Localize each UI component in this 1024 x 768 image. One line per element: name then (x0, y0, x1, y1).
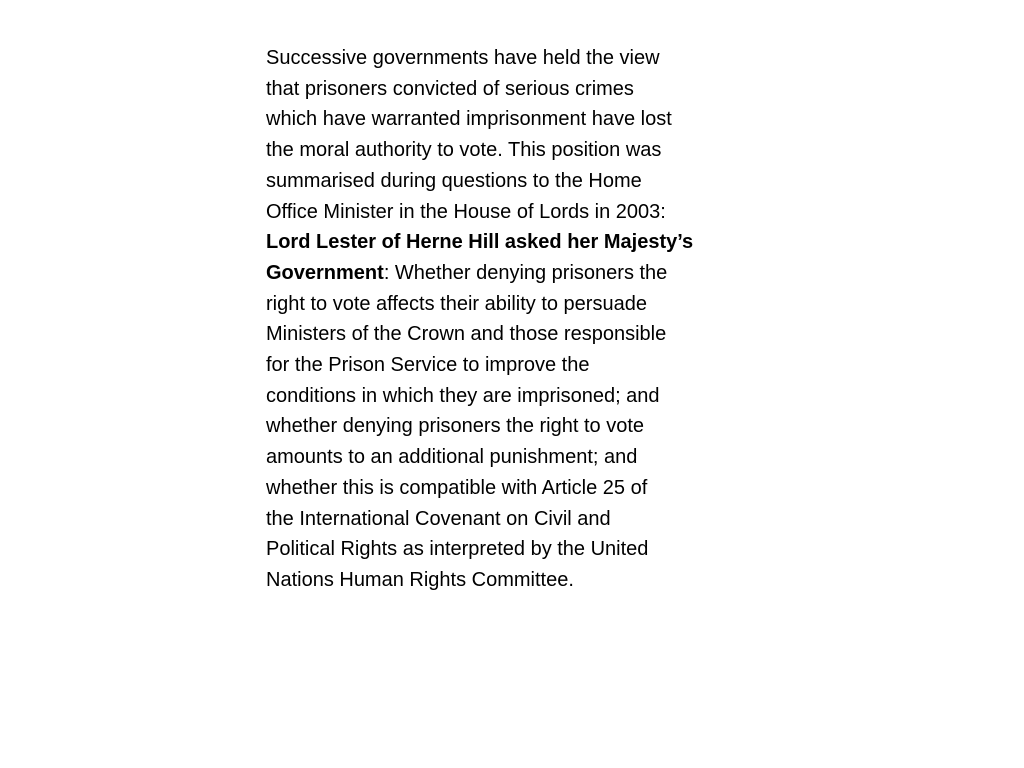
text-line: right to vote affects their ability to persuade (266, 292, 647, 315)
text-line (266, 258, 756, 289)
text-line: that prisoners convicted of serious crimes (266, 77, 634, 100)
text-line: amounts to an additional punishment; and (266, 446, 638, 469)
text-line: Ministers of the Crown and those responsible (266, 323, 667, 346)
text-line: the International Covenant on Civil and (266, 507, 611, 530)
body-text (266, 43, 756, 596)
text-line: which have warranted imprisonment have lost (266, 108, 672, 131)
text-line: Political Rights as interpreted by the United (266, 538, 649, 561)
speaker-attribution: Lord Lester of Herne Hill asked her Majesty’s (266, 231, 694, 254)
text-line: the moral authority to vote. This position was (266, 139, 662, 162)
speaker-attribution-end: Government (266, 261, 384, 284)
question-start: : Whether denying prisoners the (383, 261, 668, 284)
text-line: conditions in which they are imprisoned; and (266, 384, 660, 407)
text-line: summarised during questions to the Home (266, 169, 642, 192)
text-line: whether this is compatible with Article 25 of (266, 476, 648, 499)
text-line: Nations Human Rights Committee. (266, 568, 574, 591)
text-line: Office Minister in the House of Lords in 2003: (266, 200, 666, 223)
text-line: for the Prison Service to improve the (266, 354, 590, 377)
text-line: whether denying prisoners the right to vote (266, 415, 644, 438)
text-line: Successive governments have held the view (266, 47, 660, 69)
